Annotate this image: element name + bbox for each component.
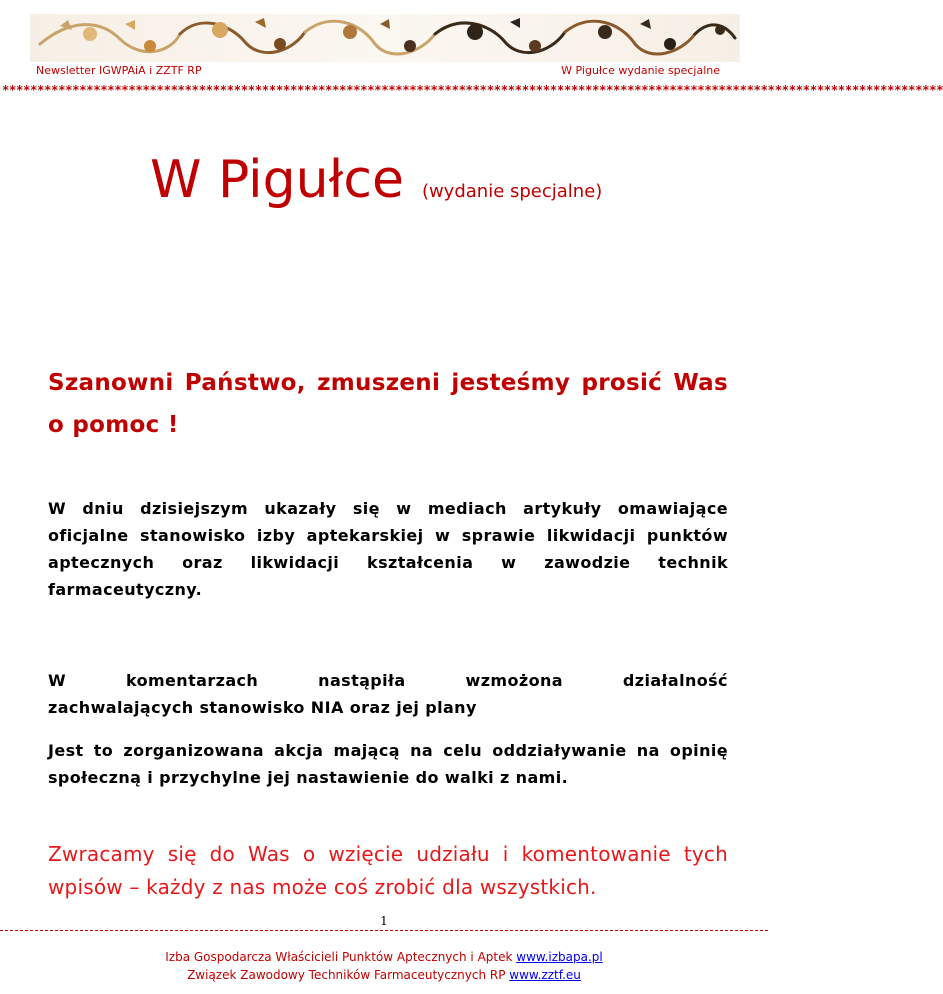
appeal-paragraph: Zwracamy się do Was o wzięcie udziału i komentowanie tych wpisów – każdy z nas może coś zrobić dla wszystkich.: [48, 842, 728, 899]
izbapa-link[interactable]: www.izbapa.pl: [516, 950, 603, 964]
zztf-link[interactable]: www.zztf.eu: [509, 968, 581, 982]
word-4: wzmożona: [465, 671, 563, 690]
paragraph-organized-action: Jest to zorganizowana akcja mającą na celu oddziaływanie na opinię społeczną i przychylne jej nastawienie do walki z nami.: [48, 741, 728, 787]
footer-izba-text: Izba Gospodarcza Właścicieli Punktów Aptecznych i Aptek: [165, 950, 517, 964]
star-divider: **************************************************************************************************************************************: [2, 83, 943, 97]
paragraph-comments: [48, 667, 728, 721]
page-number: 1: [380, 914, 388, 928]
footer-zztf-text: Związek Zawodowy Techników Farmaceutycznych RP: [187, 968, 510, 982]
comments-first-line: [48, 667, 728, 694]
title-subtitle: (wydanie specjalne): [421, 181, 603, 202]
word-5: działalność: [622, 671, 728, 690]
word-1: W: [48, 671, 67, 690]
header-edition-label: W Pigułce wydanie specjalne: [561, 64, 720, 77]
footer-line-zztf: [0, 966, 768, 984]
footer-divider: [0, 930, 768, 943]
title-main: W Pigułce: [150, 150, 404, 210]
word-2: komentarzach: [125, 671, 259, 690]
floral-ornament-icon: [30, 14, 740, 62]
comments-rest: zachwalających stanowisko NIA oraz jej plany: [48, 698, 477, 717]
footer-line-izba: [0, 948, 768, 966]
greeting-heading: Szanowni Państwo, zmuszeni jesteśmy prosić Was o pomoc !: [48, 370, 728, 438]
ornamental-banner: [30, 14, 740, 62]
paragraph-media-articles: W dniu dzisiejszym ukazały się w mediach artykuły omawiające oficjalne stanowisko izby aptekarskiej w sprawie likwidacji punktów aptecznych oraz likwidacji kształcenia w zawodzie technik farmaceutyczny.: [48, 499, 728, 599]
page-title: [150, 150, 602, 210]
word-3: nastąpiła: [318, 671, 406, 690]
header-newsletter-label: Newsletter IGWPAiA i ZZTF RP: [36, 64, 202, 77]
